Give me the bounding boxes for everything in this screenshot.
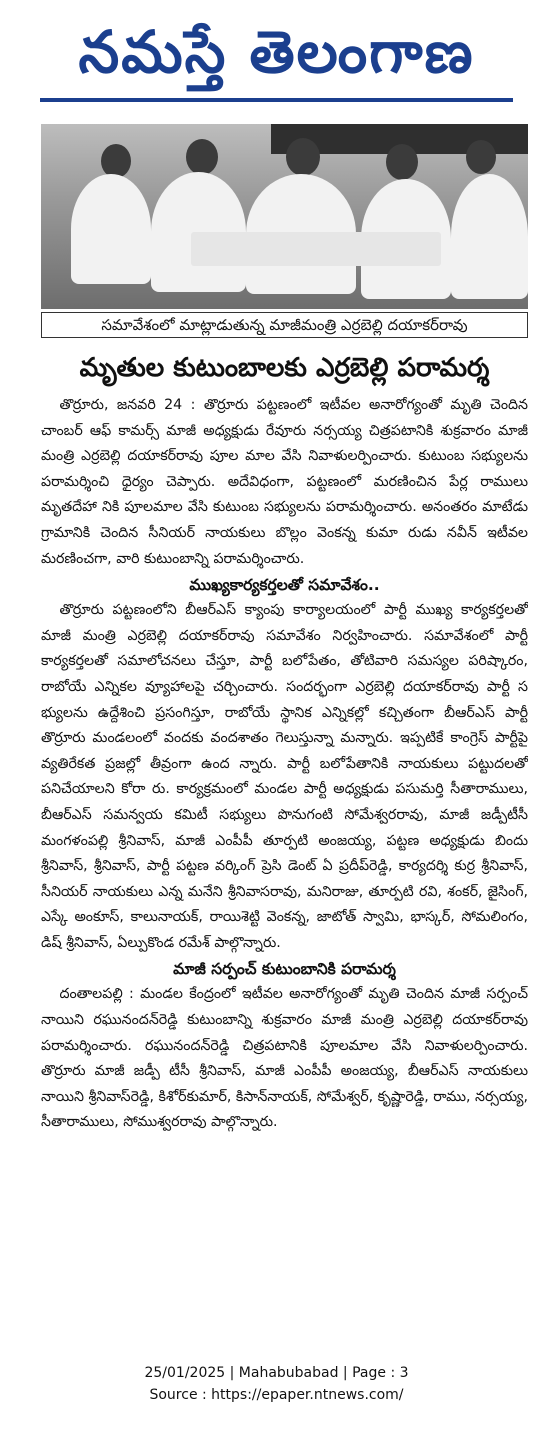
source-info: Source : https://epaper.ntnews.com/ bbox=[149, 1387, 404, 1403]
news-photo bbox=[41, 124, 528, 309]
photo-caption: సమావేశంలో మాట్లాడుతున్న మాజీమంత్రి ఎర్రబెల్లి దయాకర్‌రావు bbox=[41, 312, 528, 338]
person bbox=[71, 174, 151, 284]
page-footer bbox=[0, 1362, 553, 1406]
person bbox=[451, 174, 528, 299]
article-paragraph: దంతాలపల్లి : మండల కేంద్రంలో ఇటీవల అనారోగ్యంతో మృతి చెందిన మాజీ సర్పంచ్ నాయిని రఘునందన్‌రెడ్డి కుటుంబాన్ని శుక్రవారం మాజీ మంత్రి ఎర్రబెల్లి దయాకర్‌రావు పరామర్శించారు. రఘునందన్‌రెడ్డి చిత్రపటానికి పూలమాల వేసి నివాళులర్పించారు. తొర్రూరు మాజీ జడ్పీ టీసీ శ్రీనివాస్, మాజీ ఎంపీపీ అంజయ్య, బీఆర్‌ఎస్ నాయకులు నాయిని శ్రీనివాస్‌రెడ్డి, కిశోర్‌కుమార్, కిసాన్‌నాయక్, సోమేశ్వర్, కృష్ణారెడ్డి, రాము, నర్సయ్య, సీతారాములు, సోముశ్వరరావు పాల్గొన్నారు. bbox=[41, 986, 528, 1131]
person-head bbox=[386, 144, 418, 180]
photo-table bbox=[191, 232, 441, 266]
article-subheading: ముఖ్యకార్యకర్తలతో సమావేశం.. bbox=[189, 576, 380, 595]
article-paragraph: తొర్రూరు, జనవరి 24 : తొర్రూరు పట్టణంలో ఇటీవల అనారోగ్యంతో మృతి చెందిన చాంబర్ ఆఫ్ కామర్స్ మాజీ అధ్యక్షుడు రేవూరు నర్సయ్య చిత్రపటానికి శుక్రవారం మాజీ మంత్రి ఎర్రబెల్లి దయాకర్‌రావు పూల మాల వేసి నివాళులర్పించారు. కుటుంబ సభ్యులను పరామర్శించి ధైర్యం చెప్పారు. అదేవిధంగా, పట్టణంలో మరణించిన పేర్ల రాములు మృతదేహా నికి పూలమాల వేసి కుటుంబ సభ్యులను పరామర్శించారు. అనంతరం మాటేడు గ్రామానికి చెందిన సీనియర్ నాయకులు బొల్లం వెంకన్న కుమా రుడు నవీన్ ఇటీవల మరణించగా, వారి కుటుంబాన్ని పరామర్శించారు. bbox=[41, 397, 528, 567]
person-head bbox=[286, 138, 320, 176]
masthead-rule bbox=[40, 98, 513, 102]
person-head bbox=[186, 139, 218, 175]
person-head bbox=[466, 140, 496, 174]
article-headline: మృతుల కుటుంబాలకు ఎర్రబెల్లి పరామర్శ bbox=[79, 353, 490, 383]
masthead bbox=[0, 0, 553, 108]
newspaper-logo: నమస్తే తెలంగాణ bbox=[78, 18, 475, 86]
article-body bbox=[41, 393, 528, 1357]
edition-info: 25/01/2025 | Mahabubabad | Page : 3 bbox=[144, 1365, 409, 1381]
article-subheading: మాజీ సర్పంచ్ కుటుంబానికి పరామర్శ bbox=[173, 960, 396, 979]
article-paragraph: తొర్రూరు పట్టణంలోని బీఆర్‌ఎస్ క్యాంపు కార్యాలయంలో పార్టీ ముఖ్య కార్యకర్తలతో మాజీ మంత్రి ఎర్రబెల్లి దయాకర్‌రావు సమావేశం నిర్వహించారు. సమావేశంలో పార్టీ కార్యకర్తలతో సమాలోచనలు చేస్తూ, పార్టీ బలోపేతం, తోటివారి సమస్యల పరిష్కారం, రాబోయే ఎన్నికల వ్యూహాలపై చర్చించారు. సందర్భంగా ఎర్రబెల్లి దయాకర్‌రావు పార్టీ స భ్యులను ఉద్దేశించి ప్రసంగిస్తూ, రాబోయే స్థానిక ఎన్నికల్లో కచ్చితంగా బీఆర్‌ఎస్ పార్టీ తొర్రూరు మండలంలో వందకు వందశాతం గెలుస్తున్నా మన్నారు. ఇప్పటికే కాంగ్రెస్ పార్టీపై వ్యతిరేకత ప్రజల్లో తీవ్రంగా ఉంద న్నారు. పార్టీ బలోపేతానికి నాయకులు పట్టుదలతో పనిచేయాలని కోరా రు. కార్యక్రమంలో మండల పార్టీ అధ్యక్షుడు పసుమర్తి సీతారాములు, బీఆర్‌ఎస్ సమన్వయ కమిటీ సభ్యులు పొనుగంటి సోమేశ్వరరావు, మాజీ జడ్పీటీసీ మంగళంపల్లి శ్రీనివాస్, మాజీ ఎంపీపీ తూర్పటి అంజయ్య, పట్టణ అధ్యక్షుడు బిందు శ్రీనివాస్, శ్రీనివాస్, పార్టీ పట్టణ వర్కింగ్ ప్రెసి డెంట్ ఏ ప్రదీప్‌రెడ్డి, కార్యదర్శి కుర్ర శ్రీనివాస్, సీనియర్ నాయకులు ఎన్న మనేని శ్రీనివాసరావు, మనిరాజు, తూర్పటి రవి, శంకర్, జైసింగ్, ఎస్కే అంకూస్, కాలునాయక్, రాయిశెట్టి వెంకన్న, జాటోత్ స్వామి, భాస్కర్, సోమలింగం, డిష్ శ్రీనివాస్, ఏల్పుకొండ రమేశ్ పాల్గొన్నారు. bbox=[41, 602, 528, 951]
person-head bbox=[101, 144, 131, 178]
